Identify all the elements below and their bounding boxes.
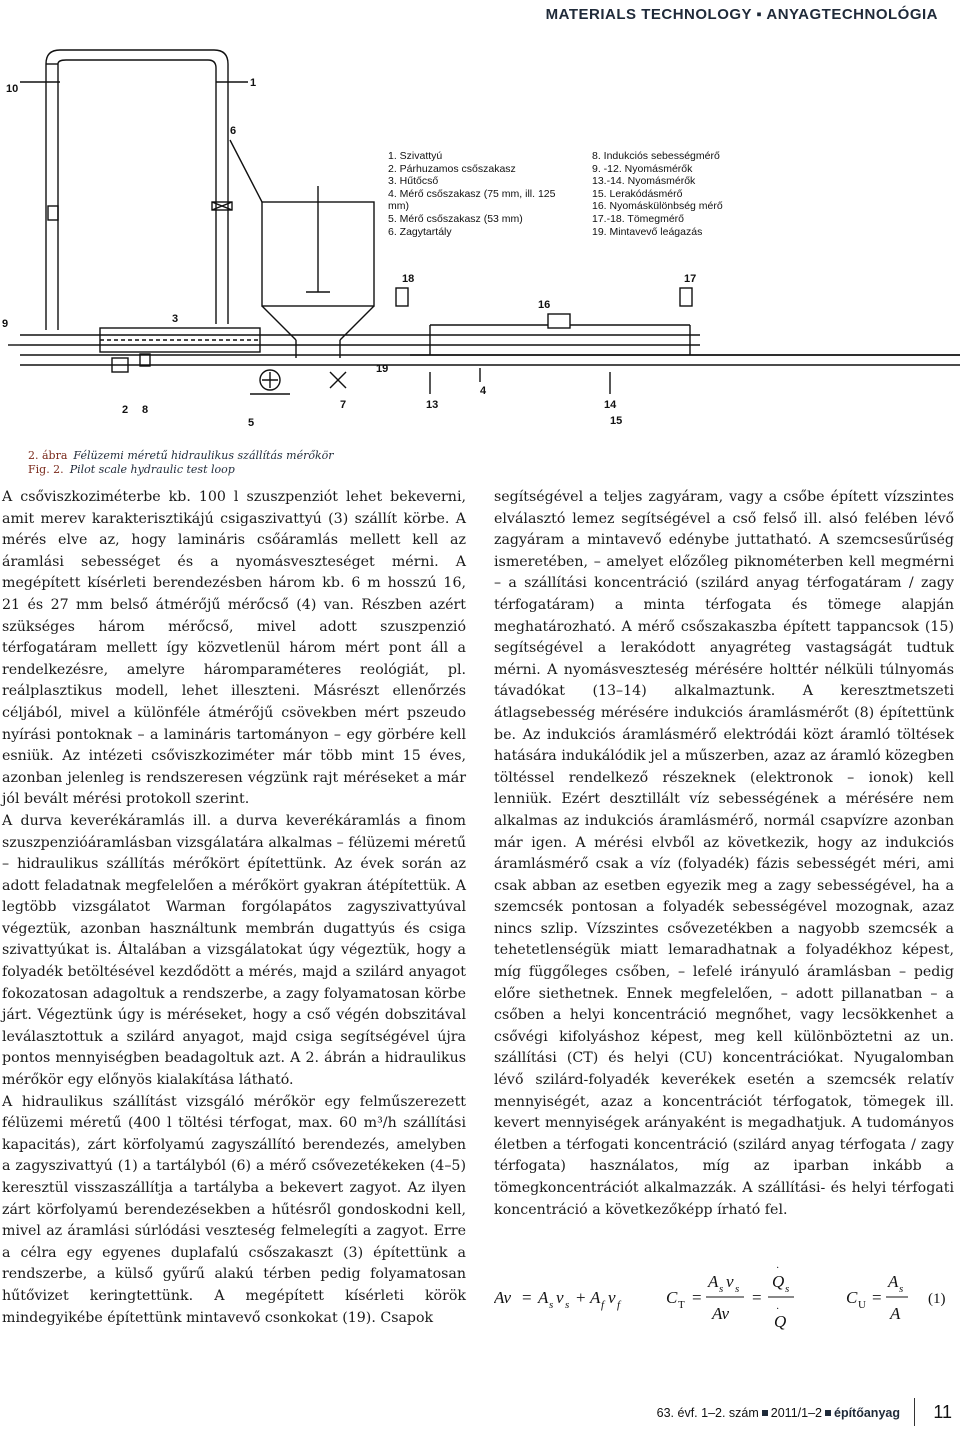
- eq-term: C: [666, 1288, 678, 1307]
- legend-item: 6. Zagytartály: [388, 225, 452, 238]
- eq-term: Q: [772, 1272, 785, 1291]
- footer-separator: [825, 1410, 831, 1416]
- footer-info: [657, 1406, 900, 1420]
- top-return-bend: [58, 60, 216, 68]
- eq-symbol: +: [576, 1288, 586, 1307]
- page-number: 11: [933, 1402, 952, 1422]
- eq-subscript: s: [899, 1283, 904, 1295]
- legend-item: 9. -12. Nyomásmérők: [592, 162, 693, 175]
- legend-item: 19. Mintavevő leágazás: [592, 225, 703, 238]
- figure-label: 3: [172, 313, 179, 325]
- footer-divider: [914, 1398, 915, 1426]
- figure-hydraulic-loop: [0, 42, 960, 442]
- dot-mark: ·: [776, 1304, 780, 1315]
- legend-item: 5. Mérő csőszakasz (53 mm): [388, 212, 523, 225]
- legend-item: 8. Indukciós sebességmérő: [592, 150, 720, 162]
- figure-label: 15: [610, 415, 623, 427]
- eq-subscript: s: [565, 1299, 570, 1311]
- figure-label: 18: [402, 273, 415, 285]
- footer-journal: építőanyag: [834, 1406, 900, 1420]
- eq-term: C: [846, 1288, 858, 1307]
- eq-subscript: s: [735, 1283, 740, 1295]
- figure-label: 8: [142, 404, 149, 416]
- eq-subscript: s: [719, 1283, 724, 1295]
- weigher-17: [680, 288, 692, 306]
- figure-caption: [28, 449, 334, 477]
- eq-term: A: [888, 1272, 899, 1291]
- header-title: MATERIALS TECHNOLOGY ▪ ANYAGTECHNOLÓGIA: [545, 6, 938, 23]
- footer-issue: 63. évf. 1–2. szám: [656, 1406, 759, 1420]
- label-line-6: [230, 140, 262, 202]
- figure-label: 16: [538, 299, 551, 311]
- page-header: [0, 0, 960, 30]
- footer-separator: [762, 1410, 768, 1416]
- body-column-right: [494, 487, 954, 1221]
- legend-item: 4. Mérő csőszakasz (75 mm, ill. 125: [388, 187, 556, 200]
- eq-term: v: [556, 1288, 564, 1307]
- figure-label: 10: [6, 83, 19, 95]
- inductive-meter-8: [140, 354, 150, 366]
- figure-label: 17: [684, 273, 697, 285]
- legend-item: 2. Párhuzamos csőszakasz: [388, 162, 516, 175]
- pump-cross: [262, 372, 278, 388]
- top-return-bend-outer: [46, 50, 228, 68]
- figure-label: 6: [230, 125, 237, 137]
- paragraph: A durva keverékáramlás ill. a durva keverékáramlás a finom szuszpenzióáramlásban vizsgálatára alkalmas – félüzemi méretű – hidraulikus szállítás mérőkört építettünk. Az évek során az adott feladatnak megfelelően a mérőkört gyakran átépítettük. A legtöbb vizsgálatot Warman forgólapátos zagyszivattyúval végeztük, azonban használtunk membrán dugattyús és csiga szivattyúkat is. Általában a vizsgálatokat úgy végeztük, hogy a folyadék betöltésével kezdődött a mérés, majd a szilárd anyagot fokozatosan adagoltuk a rendszerbe, a zagy folyamatosan körbe járt. Végeztünk úgy is méréseket, hogy a cső végén dobszitával leválasztottuk a szilárd anyagot, majd csiga segítségével újra pontos mennyiségben beadagoltuk azt. A 2. ábrán a hidraulikus mérőkör egy előnyös kialakítása látható.: [2, 812, 466, 1089]
- equation-number: (1): [928, 1291, 946, 1307]
- dot-mark: ·: [776, 1263, 780, 1274]
- figure-label: 1: [250, 77, 257, 89]
- figure-label: 13: [426, 399, 439, 411]
- legend-item: mm): [388, 200, 409, 213]
- eq-term: A: [708, 1272, 719, 1291]
- paragraph: A csőviszkoziméterbe kb. 100 l szuszpenziót lehet bekeverni, amit merev karakterisztikájú csigaszivattyú (3) szállít körbe. A mérés elve az, hogy lamináris csőáramlás mellett kell az áramlási sebességet és a nyomásveszteséget mérni. A megépített kísérleti berendezésben három kb. 6 m hosszú 16, 21 és 27 mm belső átmérőjű mérőcső (4) van. Részben azért szükséges három mérőcső, mivel adott szuszpenzió térfogatáram mellett így közvetlenül három mért pont áll a rendelkezésre, amelyre háromparaméteres reológiát, pl. reálplasztikus modell, lehet illeszteni. Másrészt ellenőrzés céljából, mivel a különféle átmérőjű csövekben mért pszeudo nyírási pontoknak – a lamináris tartományon – egy görbére kell esniük. Az intézeti csőviszkoziméter már több mint 15 éves, azonban jelenleg is rendszeresen végzünk rajt méréseket a már jól bevált mérési protokoll szerint.: [2, 489, 466, 808]
- downcomer-fitting: [48, 206, 58, 220]
- eq-subscript: s: [549, 1299, 554, 1311]
- figure-label: 14: [604, 399, 617, 411]
- schematic-drawing: [0, 42, 960, 442]
- eq-subscript: f: [601, 1299, 605, 1311]
- footer-year: 2011/1–2: [770, 1406, 822, 1420]
- riser-valve-cross: [212, 202, 232, 210]
- eq-subscript: f: [617, 1299, 621, 1311]
- equation-drawing: [494, 1257, 954, 1337]
- figure-label: 2: [122, 404, 129, 416]
- legend-item: 13.-14. Nyomásmérők: [592, 175, 696, 188]
- eq-term: v: [726, 1272, 734, 1291]
- dp-meter-box: [548, 314, 570, 328]
- eq-term: A: [890, 1304, 901, 1323]
- page-footer: [0, 1392, 960, 1431]
- legend-item: 3. Hűtőcső: [388, 175, 439, 188]
- paragraph: segítségével a teljes zagyáram, vagy a csőbe épített vízszintes elválasztó lemez segítségével a cső felső ill. alsó felében lévő zagyáram a mintavevő edénybe juttatható. A szemcsesűrűség ismeretében, – amelyet előzőleg piknométerben kell megmérni – a szállítási koncentráció (szilárd anyag térfogatáram / zagy térfogatáram) a minta térfogata és tömege alapján meghatározható. A mérő csőszakaszba épített tappancsok (15) segítségével a lerakódott anyagréteg vastagságát tudtuk mérni. A nyomásveszteség mérésére holttér nélküli túlnyomás távadókat (13–14) alkalmaztunk. A keresztmetszeti átlagsebesség mérésére indukciós áramlásmérőt (8) építettünk be. Az indukciós áramlásmérő elektródái közt áramló töltések hatására indukálódik jel a műszerben, azaz az áramló közegben töltéssel rendelkező részeknek (elektronok – ionok) kell lenniük. Ezért desztillált víz sebességének a mérésére nem alkalmas az indukciós áramlásmérő, normál csapvízre azonban már igen. A mérési elvből az következik, hogy az indukciós áramlásmérő csak a víz (folyadék) fázis sebességét méri, ami csak abban az esetben egyezik meg a zagy sebességével, ha a szemcsék pontosan a folyadék sebességével mozognak, azaz nincs szlip. Vízszintes csővezetékben a nagyobb szemcsék a tehetetlenségük miatt lemaradhatnak a folyadékhoz képest, míg függőleges csőben, – lefelé irányuló áramlásban – pedig előre siethetnek. Ennek megfelelően, – adott pillanatban – a csőben a helyi koncentráció megnőhet, vagy lecsökkenhet a csővégi kifolyáshoz képest, meg kell különböztetni az un. szállítási (CT) és helyi (CU) koncentrációkat. Nyugalomban lévő szilárd-folyadék keverékek esetén a szemcsék relatív mennyiségét, azaz a koncentrációt térfogatok, tömegek ill. kevert mennyiségek arányaként is megadhatjuk. A tudományos életben a térfogati koncentráció (szilárd anyag térfogata / zagy térfogata) használatos, míg az iparban inkább a tömegkoncentrációt alkalmazzák. A szállítási- és helyi térfogati koncentráció a következőképp írható fel.: [494, 489, 954, 1218]
- figure-label: 4: [480, 385, 487, 397]
- figure-label: 9: [2, 318, 9, 330]
- eq-term: Av: [494, 1288, 511, 1307]
- eq-term: v: [608, 1288, 616, 1307]
- figure-legend-right: [592, 150, 742, 238]
- legend-item: 16. Nyomáskülönbség mérő: [592, 200, 723, 213]
- eq-term: A: [538, 1288, 549, 1307]
- legend-item: 15. Lerakódásmérő: [592, 187, 683, 200]
- eq-symbol: =: [522, 1288, 532, 1307]
- caption-text-en: Pilot scale hydraulic test loop: [69, 463, 235, 476]
- legend-item: 17.-18. Tömegmérő: [592, 212, 685, 225]
- equation-1: [494, 1257, 954, 1337]
- weigher-18: [396, 288, 408, 306]
- eq-symbol: =: [872, 1288, 882, 1307]
- figure-label: 5: [248, 417, 255, 429]
- body-column-left: [2, 487, 466, 1329]
- eq-subscript: U: [858, 1299, 866, 1311]
- paragraph: A hidraulikus szállítást vizsgáló mérőkör egy felműszerezett félüzemi méretű (400 l töltési térfogat, max. 60 m³/h szállítási kapacitás), zárt körfolyamú zagyszállító berendezés, amelyben a zagyszivattyú (1) a tartályból (6) a mérő csővezetékeken (4–5) keresztül visszaszállítja a tartályba a bekevert zagyot. Az ilyen zárt körfolyamú berendezésekben a hűtésről gondoskodni kell, mivel az áramlási súrlódási veszteség felmelegíti a zagyot. Erre a célra egy egyenes duplafalú csőszakaszt (3) építettünk a rendszerbe, a külső gyűrű alakú térben pedig folyamatosan hűtővizet keringtettünk. A megépített kísérleti körök mindegyikébe építettünk mintavevő csonkokat (19). Csapok: [2, 1093, 466, 1326]
- figure-legend-left: [388, 150, 588, 238]
- figure-label: 19: [376, 363, 389, 375]
- caption-text-hu: Félüzemi méretű hidraulikus szállítás mérőkör: [73, 449, 334, 462]
- caption-number-en: Fig. 2.: [28, 463, 64, 476]
- eq-symbol: =: [752, 1288, 762, 1307]
- legend-item: 1. Szivattyú: [388, 150, 443, 162]
- caption-number-hu: 2. ábra: [28, 449, 68, 462]
- eq-subscript: T: [678, 1299, 685, 1311]
- eq-term: Av: [712, 1304, 729, 1323]
- eq-term: Q: [774, 1312, 787, 1331]
- eq-symbol: =: [692, 1288, 702, 1307]
- eq-term: A: [590, 1288, 601, 1307]
- eq-subscript: s: [785, 1283, 790, 1295]
- figure-label: 7: [340, 399, 347, 411]
